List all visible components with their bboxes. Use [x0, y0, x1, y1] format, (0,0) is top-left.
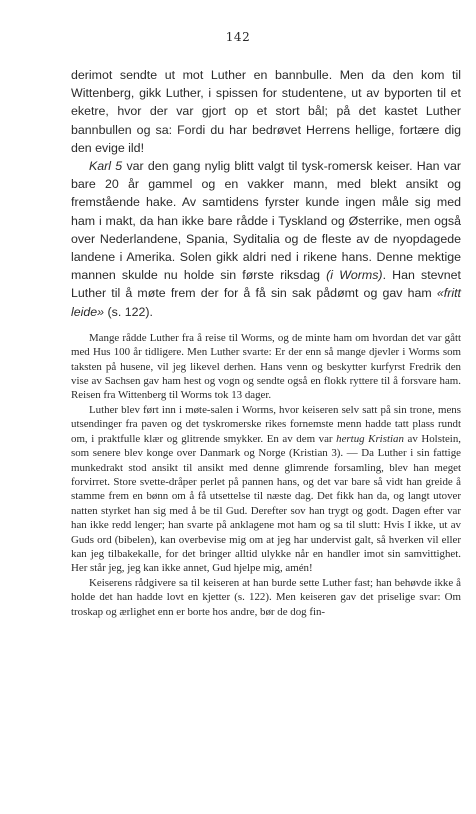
main-paragraph-2-text-b: . Han stevnet Luther til å møte frem der for å få sin sak pådømt og gav ham — [71, 268, 461, 301]
small-paragraph-3: Keiserens rådgivere sa til keiseren at han burde sette Luther fast; han behøvde ikke å holde det han hadde lovt en kjetter (s. 122). Men keiseren gav det priselige svar: Om troskap og ærlighet enn er borte hos andre, bør de dog fin- — [71, 576, 461, 618]
small-paragraph-2-text-a: Luther blev ført inn i møte-salen i Worms, hvor keiseren selv satt på sin trone, mens utsendinger fra paven og det tyskromerske rikes fornemste menn hadde tatt plass rundt om, i praktfulle klær og glitrende smykker. En av dem var — [71, 403, 461, 445]
main-paragraph-2-text-a: var den gang nylig blitt valgt til tysk-romersk keiser. Han var bare 20 år gammel og en vakker mann, med blekt ansikt og fremstående hake. Av samtidens fyrster kunde ingen måle sig med ham i makt, da han ikke bare rådde i Tyskland og Østerrike, men også over Nederlandene, Spania, Syditalia og de fleste av de nyopdagede landene i Amerika. Solen gikk aldri ned i rikene hans. Denne mektige mannen skulde nu holde sin første riksdag — [71, 159, 461, 283]
small-paragraph-2-text-b: av Holstein, som senere blev konge over Danmark og Norge (Kristian 3). — Da Luther i sin fattige munkedrakt stod ansikt til ansikt med denne glimrende forsamling, blev han meget forvirret. Store svette-dråper perlet på pannen hans, og det var bare så vidt han greide å stamme frem en bønn om å få utsettelse til næste dag. Det fikk han da, og langt utover natten styrket han sig med å be til Gud. Derefter sov han trygt og godt. Dagen efter var han ikke redd lenger; han svarte på anklagene mot ham og sa til slutt: Hvis I ikke, ut av Guds ord (bibelen), kan overbevise mig om at jeg har undervist galt, så hverken vil eller kan jeg tilbakekalle, for det bringer alltid ulykke når en handler imot sin samvittighet. Her står jeg, jeg kan ikke annet, Gud hjelpe mig, amén! — [71, 432, 461, 575]
main-paragraph-2 — [71, 157, 461, 321]
main-paragraph-1: derimot sendte ut mot Luther en bannbulle. Men da den kom til Wittenberg, gikk Luther, i spissen for studentene, ut av byporten til et eketre, hvor der var gjort op et stort bål; på det kastet Luther bannbullen og sa: Fordi du har bedrøvet Herrens hellige, fortære dig den evige ild! — [71, 68, 461, 155]
emphasis-worms: (i Worms) — [326, 268, 383, 283]
page-number: 142 — [225, 30, 251, 44]
emphasis-karl-5: Karl 5 — [89, 159, 123, 174]
small-paragraph-2 — [71, 403, 461, 576]
emphasis-hertug-kristian: hertug Kristian — [336, 432, 404, 445]
section-gap — [71, 321, 461, 331]
page-body — [71, 66, 461, 619]
main-paragraph-2-text-c: (s. 122). — [104, 304, 153, 319]
emphasis-fritt-leide: «fritt leide» — [71, 286, 461, 319]
small-paragraph-1: Mange rådde Luther fra å reise til Worms, og de minte ham om hvordan det var gått med Hus 100 år tidligere. Men Luther svarte: Er der enn så mange djevler i Worms som taksten på husene, vil jeg likevel derhen. Hans venn og beskytter kurfyrst Fredrik den vise av Sachsen gav ham hest og vogn og sendte også en flokk ryttere til å forsvare ham. Reisen fra Wittenberg til Worms tok 13 dager. — [71, 331, 461, 402]
